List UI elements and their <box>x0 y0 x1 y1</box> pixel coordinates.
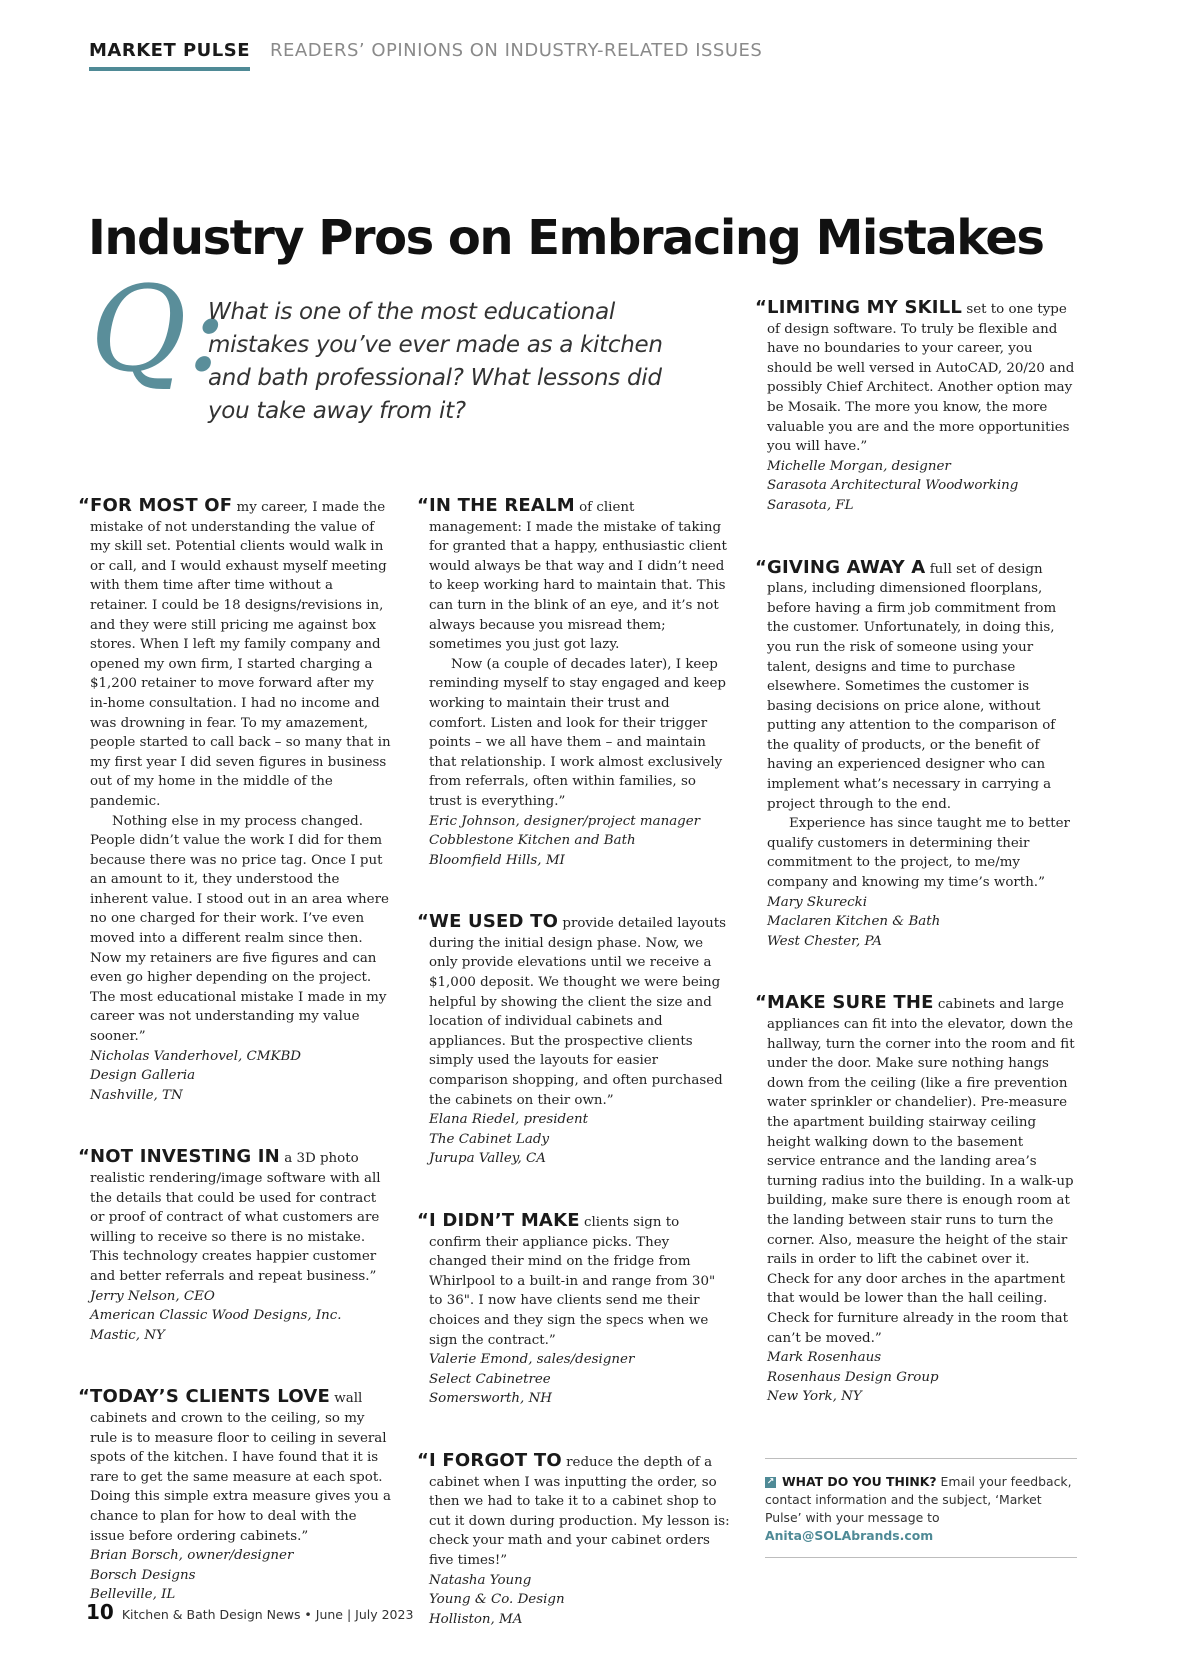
quote-lead: “NOT INVESTING IN <box>78 1146 280 1168</box>
quote-credit: Maclaren Kitchen & Bath <box>767 914 941 930</box>
quote-paragraph <box>417 655 730 812</box>
quote-entry <box>78 1387 391 1605</box>
section-header <box>89 40 762 76</box>
quote-credit: Brian Borsch, owner/designer <box>90 1548 294 1564</box>
quote-paragraph <box>417 496 730 655</box>
quote-entry <box>755 298 1075 516</box>
quote-credit: Eric Johnson, designer/project manager <box>429 813 701 829</box>
section-label: MARKET PULSE <box>89 40 250 71</box>
quote-credit: Design Galleria <box>90 1068 196 1084</box>
quote-credit: Jurupa Valley, CA <box>429 1151 546 1167</box>
quote-lead: “I FORGOT TO <box>417 1449 562 1471</box>
quote-paragraph <box>78 1147 391 1286</box>
quote-entry <box>417 496 730 870</box>
quote-credit: Valerie Emond, sales/designer <box>429 1352 635 1368</box>
feedback-box <box>765 1458 1077 1558</box>
quote-entry <box>78 496 391 1105</box>
feedback-lead: WHAT DO YOU THINK? <box>782 1474 937 1489</box>
quote-text: set to one type of design software. To truly be flexible and have no boundaries to your career, you should be well versed in AutoCAD, 20/20 and possibly Chief Architect. Another option may be Mosaik. The more you know, the more valuable you are and the more opportunities you will have.” <box>767 302 1075 455</box>
quote-credit: Mary Skurecki <box>767 894 868 910</box>
quote-entry <box>78 1147 391 1345</box>
quote-credit: Select Cabinetree <box>429 1371 551 1387</box>
quote-paragraph <box>417 912 730 1110</box>
quote-credit: Mastic, NY <box>90 1327 165 1343</box>
quote-text: clients sign to confirm their appliance picks. They changed their mind on the fridge from Whirlpool to a built-in and range from 30" to 36". I now have clients send me their choices and they sign the specs when we sign the contract.” <box>429 1215 716 1348</box>
quote-paragraph <box>755 993 1075 1348</box>
quote-credit: New York, NY <box>767 1389 862 1405</box>
quote-paragraph <box>78 1387 391 1546</box>
quote-text: full set of design plans, including dimensioned floorplans, before having a firm job commitment from the customer. Unfortunately, in doing this, you run the risk of someone using your talent, designs and time to purchase elsewhere. Sometimes the customer is basing decisions on price alone, without putting any attention to the comparison of the quality of products, or the benefit of having an experienced designer who can implement what’s necessary in carrying a project through to the end. <box>767 561 1057 812</box>
quote-entry <box>755 558 1075 952</box>
page-number: 10 <box>86 1600 114 1624</box>
quote-credit: Rosenhaus Design Group <box>767 1369 939 1385</box>
quote-paragraph <box>417 1211 730 1350</box>
quote-text: Nothing else in my process changed. People didn’t value the work I did for them because there was no price tag. Once I put an amount to it, they understood the inherent value. I stood out in an area where no one charged for their work. I’ve even moved into a different realm since then. Now my retainers are five figures and can even go higher depending on the project. The most educational mistake I made in my career was not understanding my value sooner.” <box>90 813 389 1045</box>
quote-lead: “TODAY’S CLIENTS LOVE <box>78 1386 330 1408</box>
quote-credit: Somersworth, NH <box>429 1391 552 1407</box>
quote-text: my career, I made the mistake of not understanding the value of my skill set. Potential clients would walk in or call, and I would exhaust myself meeting with them time after time without a retainer. I could be 18 designs/revisions in, and they were still pricing me against box stores. When I left my family company and opened my own firm, I started charging a $1,200 retainer to move forward after my in-home consultation. I had no income and was drowning in fear. To my amazement, people started to call back – so many that in my first year I did seven figures in business out of my home in the middle of the pandemic. <box>90 500 391 809</box>
publication-info: Kitchen & Bath Design News • June | July 2023 <box>121 1607 414 1622</box>
quote-credit: Cobblestone Kitchen and Bath <box>429 833 636 849</box>
quote-text: Experience has since taught me to better qualify customers in determining their commitment to the project, to me/my company and knowing my time’s worth.” <box>767 816 1070 891</box>
quote-lead: “IN THE REALM <box>417 495 575 516</box>
quote-credit: West Chester, PA <box>767 933 882 949</box>
section-subtitle: READERS’ OPINIONS ON INDUSTRY-RELATED ISSUES <box>270 40 763 61</box>
quote-credit: Nicholas Vanderhovel, CMKBD <box>90 1048 302 1064</box>
quote-paragraph <box>78 496 391 812</box>
quote-lead: “GIVING AWAY A <box>755 556 926 578</box>
quote-text: wall cabinets and crown to the ceiling, so my rule is to measure floor to ceiling in several spots of the kitchen. I have found that it is rare to get the same measure at each spot. Doing this simple extra measure gives you a chance to plan for how to deal with the issue before ordering cabinets.” <box>90 1391 391 1544</box>
quote-entry <box>417 912 730 1169</box>
quote-credit: Mark Rosenhaus <box>767 1350 882 1366</box>
quote-credit: Sarasota Architectural Woodworking <box>767 478 1019 494</box>
quote-credit: Young & Co. Design <box>429 1592 565 1608</box>
quote-credit: Holliston, MA <box>429 1611 523 1627</box>
quote-paragraph <box>78 812 391 1047</box>
quote-credit: American Classic Wood Designs, Inc. <box>90 1308 342 1324</box>
question-mark: Q: <box>90 260 227 398</box>
quote-credit: Michelle Morgan, designer <box>767 458 951 474</box>
quote-credit: Natasha Young <box>429 1572 532 1588</box>
quote-credit: Bloomfield Hills, MI <box>429 852 565 868</box>
quote-entry <box>417 1211 730 1409</box>
page-footer <box>86 1600 413 1624</box>
quote-credit: Elana Riedel, president <box>429 1112 589 1128</box>
quote-lead: “I DIDN’T MAKE <box>417 1210 580 1231</box>
quote-credit: Sarasota, FL <box>767 497 854 513</box>
feedback-text: Email your feedback, contact information and the subject, ‘Market Pulse’ with your message to <box>765 1474 1072 1525</box>
question-text: What is one of the most educational mistakes you’ve ever made as a kitchen and bath professional? What lessons did you take away from it? <box>208 299 663 424</box>
column-1 <box>78 496 391 1647</box>
quote-credit: Nashville, TN <box>90 1087 183 1103</box>
quote-paragraph <box>755 298 1075 457</box>
quote-paragraph <box>417 1451 730 1571</box>
quote-text: of client management: I made the mistake of taking for granted that a happy, enthusiastic client would always be that way and I didn’t need to keep working hard to maintain that. This can turn in the blink of an eye, and it’s not always because you misread them; sometimes you just got lazy. <box>429 500 727 653</box>
arrow-icon: ↗ <box>766 1477 775 1487</box>
quote-credit: Belleville, IL <box>90 1587 176 1603</box>
quote-text: cabinets and large appliances can fit into the elevator, down the hallway, turn the corner into the room and fit under the door. Make sure nothing hangs down from the ceiling (like a fire prevention water sprinkler or chandelier). Pre-measure the apartment building stairway ceiling height walking down to the basement service entrance and the landing area’s turning radius into the building. In a walk-up building, make sure there is enough room at the landing between stair runs to turn the corner. Also, measure the height of the stair rails in order to lift the cabinet over it. Check for any door arches in the apartment that would be lower than the hall ceiling. Check for furniture already in the room that can’t be moved.” <box>767 997 1075 1346</box>
quote-entry <box>755 993 1075 1406</box>
feedback-email-link[interactable]: Anita@SOLAbrands.com <box>765 1528 934 1543</box>
quote-credit: Jerry Nelson, CEO <box>90 1288 215 1304</box>
quote-paragraph <box>755 558 1075 815</box>
quote-lead: “WE USED TO <box>417 911 559 933</box>
quote-lead: “MAKE SURE THE <box>755 992 934 1014</box>
quote-entry <box>417 1451 730 1629</box>
quote-credit: Borsch Designs <box>90 1567 196 1583</box>
quote-text: provide detailed layouts during the initial design phase. Now, we only provide elevations until we receive a $1,000 deposit. We thought we were being helpful by showing the client the size and location of individual cabinets and appliances. But the prospective clients simply used the layouts for easier comparison shopping, and often purchased the cabinets on their own.” <box>429 916 726 1108</box>
column-2 <box>417 496 730 1671</box>
quote-paragraph <box>755 814 1075 892</box>
quote-lead: “LIMITING MY SKILL <box>755 297 963 318</box>
quote-credit: The Cabinet Lady <box>429 1131 550 1147</box>
quote-lead: “FOR MOST OF <box>78 495 233 516</box>
column-3 <box>755 298 1075 1449</box>
article-headline: Industry Pros on Embracing Mistakes <box>88 210 1044 266</box>
quote-text: a 3D photo realistic rendering/image software with all the details that could be used for contract or proof of contract of what customers are willing to receive so there is no mistake. This technology creates happier customer and better referrals and repeat business.” <box>90 1151 381 1284</box>
quote-text: reduce the depth of a cabinet when I was inputting the order, so then we had to take it to a cabinet shop to cut it down during production. My lesson is: check your math and your cabinet orders five times!” <box>429 1454 730 1568</box>
quote-text: Now (a couple of decades later), I keep reminding myself to stay engaged and keep working to maintain their trust and comfort. Listen and look for their trigger points – we all have them – and maintain that relationship. I work almost exclusively from referrals, often within families, so trust is everything.” <box>429 656 726 809</box>
